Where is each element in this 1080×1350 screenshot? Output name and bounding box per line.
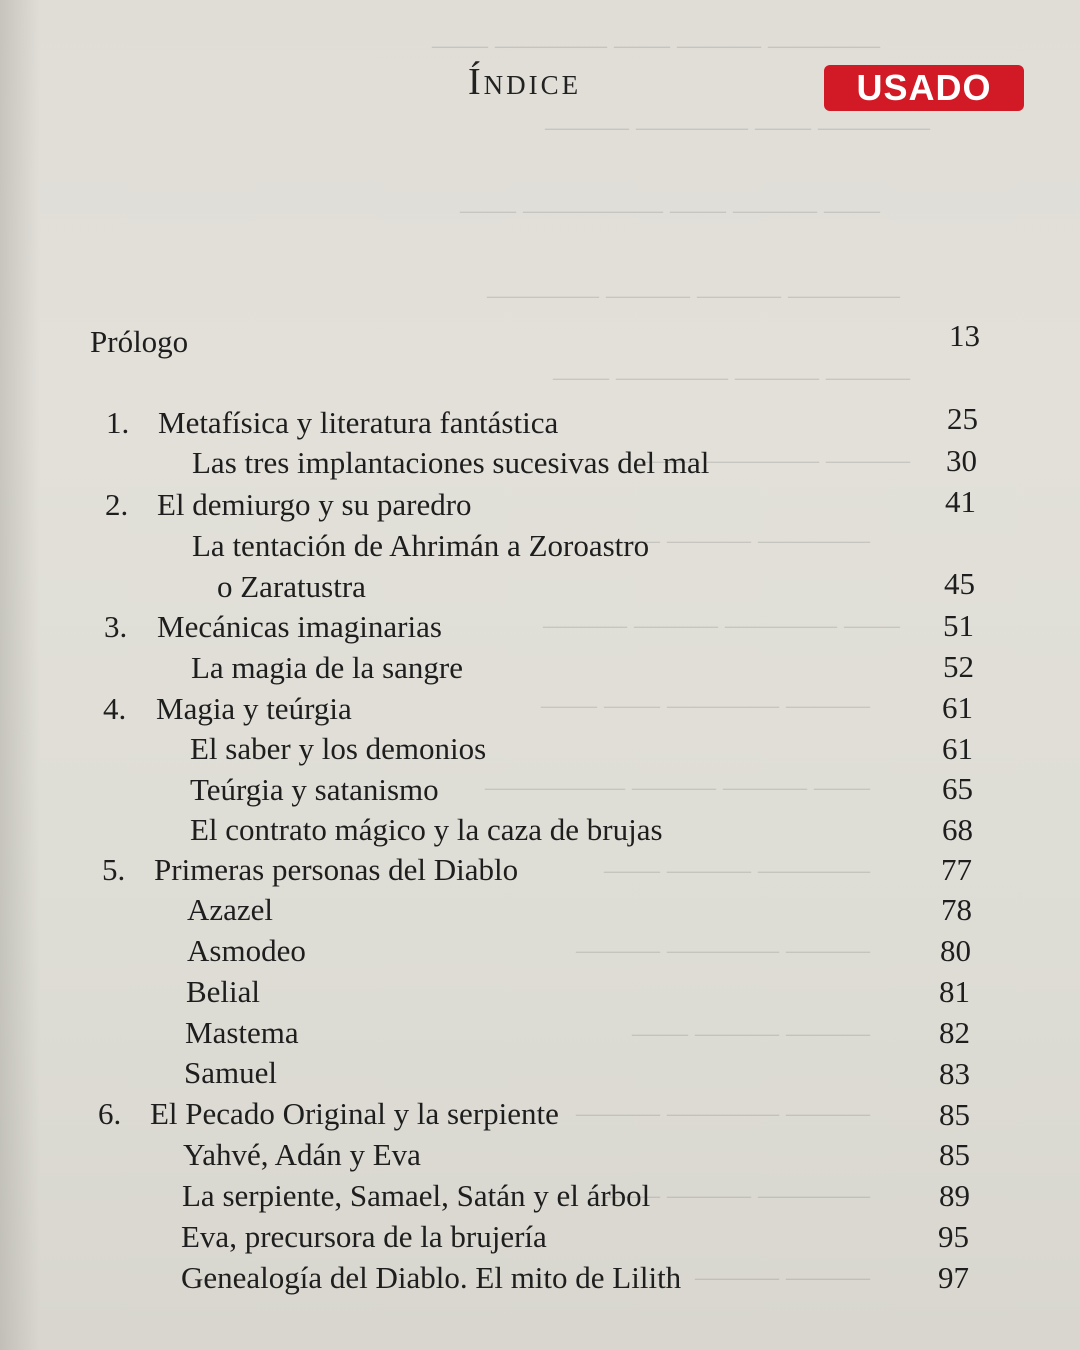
toc-page-number: 89 (939, 1178, 970, 1213)
page-title: Índice (468, 61, 582, 103)
show-through-text: ———— ——— —— ———— —— ———— —— ———— ——— —— ——— —— ————— —— ———— ——— ——— ———— ——— ——— ———— —— ——— ———— —— ———— ——— —— —— ———— ——— ——— ——— ———— —— —— —— ——— ——— ————— ———— ——— —— ——— ———— ——— ——— ——— —— ——— ———— ——— ———— ——— —— ——— ——— (432, 30, 930, 1293)
toc-page-number: 30 (946, 443, 977, 478)
used-badge: USADO (824, 65, 1024, 111)
toc-page-number: 85 (939, 1097, 970, 1132)
toc-page-number: 80 (940, 933, 971, 968)
toc-page-number: 85 (939, 1137, 970, 1172)
toc-page-number: 65 (942, 771, 973, 806)
toc-page-number: 25 (947, 401, 978, 436)
toc-page-number: 77 (941, 852, 972, 887)
toc-page-number: 81 (939, 974, 970, 1009)
toc-page-number: 78 (941, 892, 972, 927)
table-of-contents: Prólogo 13 1. Metafísica y literatura fantástica 25 Las tres implantaciones sucesivas del mal 30 2. El demiurgo y su paredro 41 La tentación de Ahrimán a Zoroastro o Zaratustra 45 3. Mecánicas imaginarias 51 La magia de la sangre 52 4. Magia y teúrgia 61 El saber y los demonios 61 Teúrgia y satanismo 65 El contrato mágico y la caza de brujas 68 5. Primeras personas del Diablo 77 Azazel 78 Asmodeo 80 Belial 81 Mastema 82 Samuel 83 6. El Pecado Original y la serpiente 85 Yahvé, Adán y Eva 85 La serpiente, Samael, Satán y el árbol 89 Eva, precursora de la brujería 95 Genealogía del Diablo. El mito de Lilith 97 (0, 0, 1080, 1350)
toc-page-number: 61 (942, 690, 973, 725)
toc-page-number: 68 (942, 812, 973, 847)
toc-page-number: 41 (945, 484, 976, 519)
toc-page-number: 83 (939, 1056, 970, 1091)
toc-page-number: 61 (942, 731, 973, 766)
toc-page-number: 13 (949, 318, 980, 353)
toc-page-number: 51 (943, 608, 974, 643)
toc-page-number: 82 (939, 1015, 970, 1050)
toc-page-number: 97 (938, 1260, 969, 1295)
toc-page-number: 45 (944, 566, 975, 601)
toc-page-number: 52 (943, 649, 974, 684)
toc-page-number: 95 (938, 1219, 969, 1254)
